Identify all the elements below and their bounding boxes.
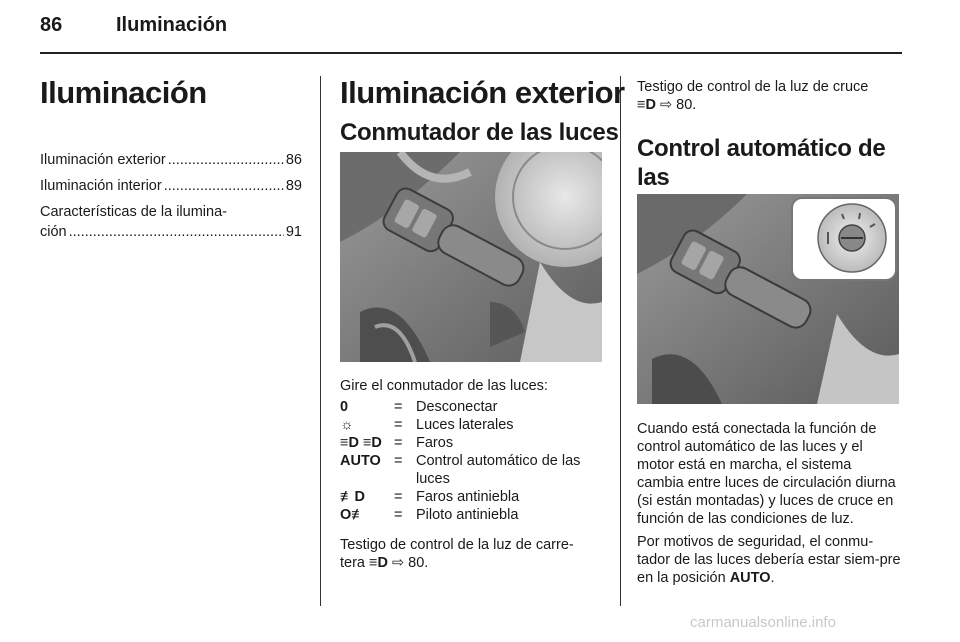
side-lights-icon: ☼ xyxy=(340,417,354,433)
low-beam-note: Testigo de control de la luz de cruce ≡D ⇨ 80. xyxy=(637,79,869,113)
page-reference-link[interactable]: ⇨ 80. xyxy=(392,555,429,571)
column-divider-2 xyxy=(620,76,621,606)
chapter-title: Iluminación xyxy=(40,75,207,110)
subsection-title: Conmutador de las luces xyxy=(340,119,619,146)
running-title: Iluminación xyxy=(116,14,228,36)
legend-intro: Gire el conmutador de las luces: xyxy=(340,378,548,394)
toc-entry-text: ción xyxy=(40,224,67,240)
toc-entry-page: 89 xyxy=(285,178,302,194)
watermark: carmanualsonline.info xyxy=(690,614,836,631)
toc-entry-text-line1: Características de la ilumina- xyxy=(40,204,227,220)
legend-row: O≢ = Piloto antiniebla xyxy=(340,507,519,523)
light-switch-illustration xyxy=(340,152,602,362)
high-beam-note: Testigo de control de la luz de carre- tera ≡D ⇨ 80. xyxy=(340,537,574,571)
section-heading xyxy=(340,74,625,112)
auto-symbol: AUTO xyxy=(340,453,381,469)
toc-entry[interactable] xyxy=(40,202,302,242)
toc-entry[interactable] xyxy=(40,150,302,170)
page-number: 86 xyxy=(40,14,63,36)
legend-row: ☼ = Luces laterales xyxy=(340,417,514,433)
low-beam-icon: ≡D xyxy=(637,97,656,113)
toc-leader xyxy=(69,222,284,242)
rear-fog-light-icon: O≢ xyxy=(340,507,366,523)
toc-leader xyxy=(168,150,284,170)
subsection-heading xyxy=(340,118,619,147)
auto-light-description: Cuando está conectada la función de control automático de las luces y el motor está en marcha, el sistema cambia entre luces de circulación diurna (si están montadas) y luces de cruce en función de las condiciones de luz. Por motivos de seguridad, el conmu-tador de las luces debería estar siem-pre en la posición AUTO. xyxy=(637,421,901,586)
section-title: Iluminación exterior xyxy=(340,75,625,110)
toc-entry-page: 91 xyxy=(285,224,302,240)
column-divider-1 xyxy=(320,76,321,606)
auto-light-switch-photo xyxy=(637,194,899,404)
toc-entry[interactable] xyxy=(40,176,302,196)
toc-leader xyxy=(164,176,284,196)
off-symbol: 0 xyxy=(340,399,349,415)
auto-light-switch-illustration xyxy=(637,194,899,404)
legend-row: ≡D ≡D = Faros xyxy=(340,435,454,451)
fog-lights-icon: ≢D xyxy=(340,489,365,505)
legend-row: AUTO = Control automático de las luces xyxy=(340,453,581,487)
toc-entry-text: Iluminación exterior xyxy=(40,152,166,168)
legend-row: ≢D = Faros antiniebla xyxy=(340,489,520,505)
light-switch-photo xyxy=(340,152,602,362)
high-beam-icon: ≡D xyxy=(369,555,388,571)
auto-light-heading: Control automático de las xyxy=(637,135,886,191)
auto-position-label: AUTO xyxy=(729,570,771,586)
header-rule xyxy=(40,52,902,54)
page-reference-link[interactable]: ⇨ 80. xyxy=(659,97,697,113)
table-of-contents xyxy=(40,150,302,242)
toc-entry-page: 86 xyxy=(285,152,302,168)
chapter-heading xyxy=(40,74,207,112)
switch-positions-legend xyxy=(340,398,602,524)
legend-row: 0 = Desconectar xyxy=(340,399,498,415)
toc-entry-text: Iluminación interior xyxy=(40,178,162,194)
headlights-icon: ≡D ≡D xyxy=(340,435,382,451)
